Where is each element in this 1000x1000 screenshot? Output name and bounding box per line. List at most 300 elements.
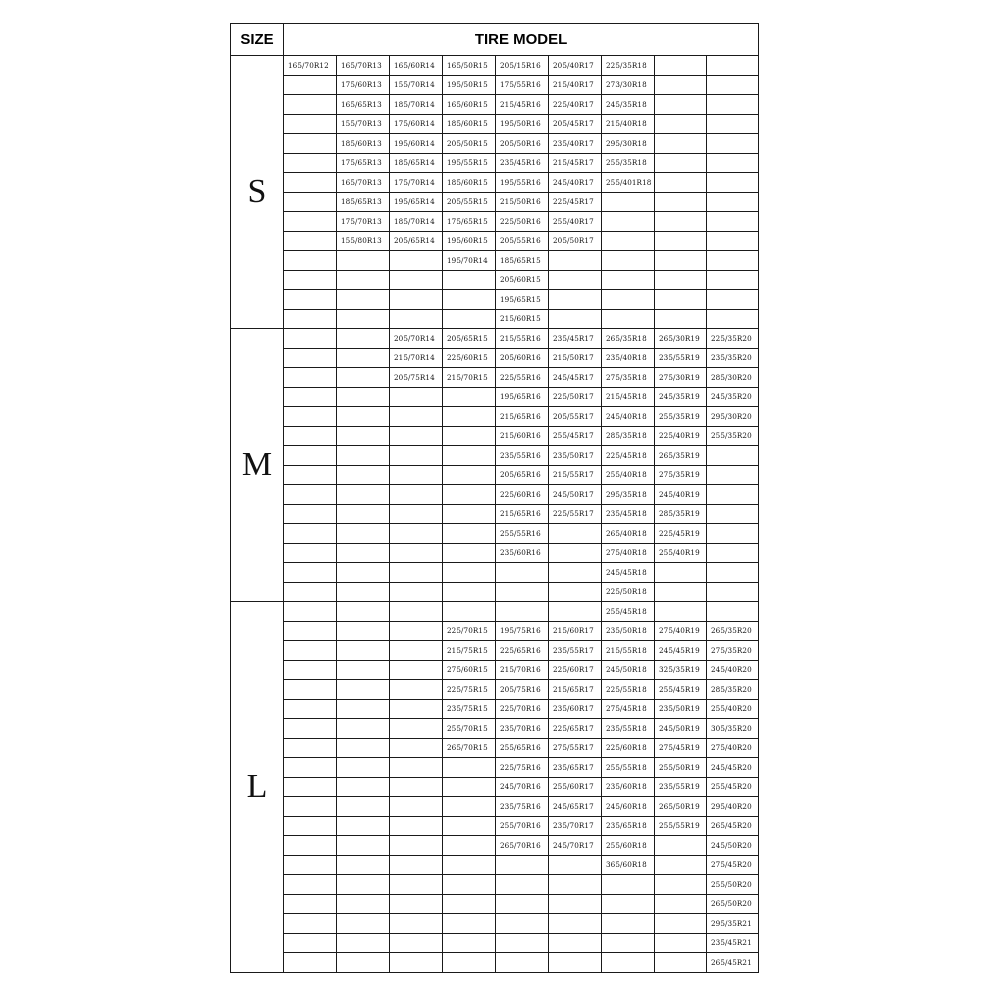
tire-model-cell: 205/65R16 <box>496 465 549 485</box>
tire-model-cell <box>549 543 602 563</box>
tire-model-cell <box>337 309 390 329</box>
table-row <box>231 797 759 817</box>
tire-model-cell <box>602 914 655 934</box>
table-row <box>231 75 759 95</box>
tire-model-cell <box>284 114 337 134</box>
tire-model-cell <box>337 933 390 953</box>
tire-model-cell <box>549 953 602 973</box>
tire-model-cell: 255/70R15 <box>443 719 496 739</box>
tire-model-cell <box>390 582 443 602</box>
tire-model-cell: 265/50R20 <box>707 894 759 914</box>
tire-model-cell: 235/75R16 <box>496 797 549 817</box>
tire-model-cell: 275/45R20 <box>707 855 759 875</box>
tire-model-cell <box>284 251 337 271</box>
tire-model-cell: 205/60R16 <box>496 348 549 368</box>
tire-model-cell <box>549 875 602 895</box>
tire-model-cell: 235/40R18 <box>602 348 655 368</box>
tire-model-cell <box>443 758 496 778</box>
tire-model-cell <box>284 758 337 778</box>
header-row <box>231 24 759 56</box>
tire-model-cell: 175/55R16 <box>496 75 549 95</box>
tire-model-cell <box>655 914 707 934</box>
tire-model-cell: 225/60R15 <box>443 348 496 368</box>
tire-model-cell <box>337 797 390 817</box>
tire-model-cell <box>549 894 602 914</box>
tire-model-cell: 245/70R16 <box>496 777 549 797</box>
tire-model-cell <box>549 290 602 310</box>
tire-model-cell <box>707 543 759 563</box>
table-row <box>231 914 759 934</box>
tire-model-cell <box>337 836 390 856</box>
tire-model-cell <box>284 914 337 934</box>
tire-model-cell <box>284 290 337 310</box>
tire-model-cell: 225/35R20 <box>707 329 759 349</box>
tire-model-cell: 185/65R14 <box>390 153 443 173</box>
tire-model-cell: 195/65R15 <box>496 290 549 310</box>
tire-model-cell: 195/60R15 <box>443 231 496 251</box>
tire-model-cell: 275/55R17 <box>549 738 602 758</box>
tire-model-cell: 225/45R19 <box>655 524 707 544</box>
tire-model-cell: 225/60R16 <box>496 485 549 505</box>
tire-model-cell <box>655 933 707 953</box>
tire-model-cell: 155/70R13 <box>337 114 390 134</box>
tire-model-cell: 225/45R18 <box>602 446 655 466</box>
tire-model-cell: 195/60R14 <box>390 134 443 154</box>
tire-model-cell <box>284 192 337 212</box>
tire-model-cell: 235/55R19 <box>655 348 707 368</box>
table-row <box>231 387 759 407</box>
tire-model-cell <box>655 836 707 856</box>
tire-model-cell <box>390 465 443 485</box>
tire-model-cell: 255/55R18 <box>602 758 655 778</box>
tire-model-cell <box>284 875 337 895</box>
tire-model-cell <box>337 270 390 290</box>
tire-model-cell <box>655 602 707 622</box>
tire-model-cell <box>337 758 390 778</box>
tire-model-cell <box>707 309 759 329</box>
tire-model-cell: 255/60R17 <box>549 777 602 797</box>
tire-model-cell <box>337 641 390 661</box>
tire-model-cell <box>390 738 443 758</box>
tire-model-cell <box>284 348 337 368</box>
tire-model-cell <box>549 251 602 271</box>
tire-model-cell: 215/40R18 <box>602 114 655 134</box>
tire-model-cell <box>655 270 707 290</box>
tire-model-cell <box>707 114 759 134</box>
tire-model-cell: 235/50R17 <box>549 446 602 466</box>
tire-model-cell <box>443 387 496 407</box>
tire-model-cell <box>337 680 390 700</box>
tire-model-cell <box>284 680 337 700</box>
tire-model-cell: 235/55R17 <box>549 641 602 661</box>
tire-model-cell: 265/35R19 <box>655 446 707 466</box>
tire-model-cell: 235/45R21 <box>707 933 759 953</box>
size-label-s: S <box>231 56 284 329</box>
tire-model-cell: 255/50R19 <box>655 758 707 778</box>
table-body <box>231 56 759 973</box>
tire-model-cell: 235/70R17 <box>549 816 602 836</box>
tire-model-cell: 295/30R18 <box>602 134 655 154</box>
tire-model-cell: 225/70R15 <box>443 621 496 641</box>
tire-model-cell <box>284 953 337 973</box>
tire-model-cell <box>443 582 496 602</box>
tire-model-cell: 225/50R17 <box>549 387 602 407</box>
tire-model-cell <box>337 543 390 563</box>
tire-model-cell: 215/45R16 <box>496 95 549 115</box>
tire-model-cell <box>337 251 390 271</box>
tire-model-cell <box>549 602 602 622</box>
tire-model-cell <box>443 894 496 914</box>
table-row <box>231 699 759 719</box>
tire-model-cell: 255/40R17 <box>549 212 602 232</box>
tire-model-cell <box>707 95 759 115</box>
tire-model-cell <box>707 290 759 310</box>
tire-model-cell <box>337 582 390 602</box>
table-row <box>231 836 759 856</box>
tire-model-cell: 215/65R16 <box>496 407 549 427</box>
tire-model-cell <box>284 368 337 388</box>
tire-model-cell <box>284 738 337 758</box>
tire-model-cell <box>284 75 337 95</box>
tire-model-cell: 245/45R19 <box>655 641 707 661</box>
tire-model-cell: 165/60R15 <box>443 95 496 115</box>
tire-model-cell <box>284 465 337 485</box>
tire-model-cell <box>655 212 707 232</box>
tire-model-cell: 275/40R20 <box>707 738 759 758</box>
tire-model-cell: 235/60R18 <box>602 777 655 797</box>
table-row <box>231 602 759 622</box>
table-row <box>231 329 759 349</box>
tire-model-cell: 275/40R18 <box>602 543 655 563</box>
tire-model-cell: 215/70R15 <box>443 368 496 388</box>
table-row <box>231 777 759 797</box>
tire-model-cell: 195/65R16 <box>496 387 549 407</box>
tire-model-cell <box>284 153 337 173</box>
tire-model-cell: 235/70R16 <box>496 719 549 739</box>
tire-model-cell: 255/40R20 <box>707 699 759 719</box>
tire-model-cell: 165/70R13 <box>337 173 390 193</box>
tire-model-cell <box>443 563 496 583</box>
tire-model-cell <box>655 251 707 271</box>
tire-model-cell <box>443 875 496 895</box>
tire-model-cell: 225/60R18 <box>602 738 655 758</box>
tire-model-cell: 215/55R16 <box>496 329 549 349</box>
tire-model-cell <box>337 407 390 427</box>
tire-model-cell <box>443 485 496 505</box>
tire-model-cell <box>390 446 443 466</box>
tire-model-cell <box>496 875 549 895</box>
tire-model-cell: 155/70R14 <box>390 75 443 95</box>
table-row <box>231 56 759 76</box>
tire-model-cell <box>390 641 443 661</box>
tire-model-cell <box>284 309 337 329</box>
tire-model-cell <box>443 465 496 485</box>
tire-model-cell <box>390 953 443 973</box>
tire-model-cell <box>496 602 549 622</box>
table-row <box>231 504 759 524</box>
tire-model-cell <box>390 816 443 836</box>
tire-model-cell <box>337 368 390 388</box>
tire-model-cell: 255/40R19 <box>655 543 707 563</box>
tire-model-cell <box>337 387 390 407</box>
tire-model-cell: 245/60R18 <box>602 797 655 817</box>
tire-model-cell: 225/60R17 <box>549 660 602 680</box>
tire-model-cell: 165/70R13 <box>337 56 390 76</box>
tire-model-cell <box>284 933 337 953</box>
tire-model-cell <box>337 699 390 719</box>
table-row <box>231 855 759 875</box>
tire-model-cell: 265/45R20 <box>707 816 759 836</box>
tire-model-cell <box>707 75 759 95</box>
tire-model-cell <box>655 582 707 602</box>
tire-model-cell: 165/50R15 <box>443 56 496 76</box>
tire-model-cell <box>284 543 337 563</box>
tire-model-cell <box>443 309 496 329</box>
tire-model-cell <box>443 953 496 973</box>
tire-model-cell <box>707 524 759 544</box>
tire-model-cell <box>549 933 602 953</box>
tire-model-cell: 195/70R14 <box>443 251 496 271</box>
tire-model-cell <box>284 660 337 680</box>
tire-model-cell <box>443 602 496 622</box>
tire-model-cell: 285/30R20 <box>707 368 759 388</box>
tire-model-cell: 235/35R20 <box>707 348 759 368</box>
tire-model-cell <box>443 914 496 934</box>
tire-model-cell <box>284 485 337 505</box>
tire-model-cell <box>655 231 707 251</box>
table-row <box>231 270 759 290</box>
tire-model-cell: 185/60R13 <box>337 134 390 154</box>
tire-model-cell: 215/45R17 <box>549 153 602 173</box>
tire-model-cell: 295/35R18 <box>602 485 655 505</box>
tire-model-cell <box>284 524 337 544</box>
tire-model-cell: 285/35R18 <box>602 426 655 446</box>
table-row <box>231 680 759 700</box>
tire-model-cell: 235/45R16 <box>496 153 549 173</box>
tire-model-cell <box>390 524 443 544</box>
tire-model-cell <box>337 329 390 349</box>
table-row <box>231 524 759 544</box>
tire-model-cell <box>337 875 390 895</box>
tire-model-cell: 255/60R18 <box>602 836 655 856</box>
tire-model-cell <box>655 114 707 134</box>
tire-model-cell: 255/45R20 <box>707 777 759 797</box>
tire-model-cell: 255/65R16 <box>496 738 549 758</box>
tire-model-cell <box>337 348 390 368</box>
tire-model-cell: 235/55R19 <box>655 777 707 797</box>
tire-model-cell: 245/40R20 <box>707 660 759 680</box>
tire-model-cell <box>390 407 443 427</box>
tire-model-cell <box>284 719 337 739</box>
tire-model-cell: 235/75R15 <box>443 699 496 719</box>
table-row <box>231 563 759 583</box>
tire-model-cell <box>390 426 443 446</box>
tire-model-cell <box>707 231 759 251</box>
table-row <box>231 407 759 427</box>
tire-model-cell: 245/70R17 <box>549 836 602 856</box>
tire-model-cell: 205/55R15 <box>443 192 496 212</box>
tire-model-cell: 265/45R21 <box>707 953 759 973</box>
tire-model-cell <box>655 56 707 76</box>
tire-model-cell <box>390 270 443 290</box>
tire-model-cell <box>337 485 390 505</box>
tire-model-cell <box>284 816 337 836</box>
tire-model-cell <box>390 680 443 700</box>
table-row <box>231 621 759 641</box>
tire-model-cell <box>337 914 390 934</box>
tire-model-cell: 175/60R13 <box>337 75 390 95</box>
tire-model-cell <box>602 290 655 310</box>
tire-model-cell <box>337 426 390 446</box>
tire-model-cell <box>337 738 390 758</box>
tire-model-cell <box>337 465 390 485</box>
tire-model-cell <box>337 621 390 641</box>
tire-model-cell: 215/60R17 <box>549 621 602 641</box>
tire-model-cell: 235/40R17 <box>549 134 602 154</box>
size-column-header: SIZE <box>231 24 284 56</box>
tire-model-cell <box>602 933 655 953</box>
tire-model-cell: 235/65R17 <box>549 758 602 778</box>
tire-model-cell <box>390 699 443 719</box>
tire-model-cell: 255/70R16 <box>496 816 549 836</box>
tire-model-cell: 295/30R20 <box>707 407 759 427</box>
tire-model-cell: 205/50R16 <box>496 134 549 154</box>
tire-model-cell <box>443 407 496 427</box>
tire-model-cell <box>337 563 390 583</box>
tire-model-cell: 225/50R18 <box>602 582 655 602</box>
tire-model-cell <box>496 894 549 914</box>
tire-model-cell: 215/70R14 <box>390 348 443 368</box>
tire-model-cell: 275/40R19 <box>655 621 707 641</box>
tire-model-cell <box>496 933 549 953</box>
tire-model-cell: 215/40R17 <box>549 75 602 95</box>
table-row <box>231 290 759 310</box>
tire-model-cell <box>655 75 707 95</box>
tire-model-cell <box>284 446 337 466</box>
tire-model-cell: 235/50R19 <box>655 699 707 719</box>
tire-model-cell: 245/45R20 <box>707 758 759 778</box>
tire-model-cell <box>655 153 707 173</box>
tire-model-cell: 275/45R18 <box>602 699 655 719</box>
tire-model-cell: 225/65R17 <box>549 719 602 739</box>
tire-model-cell: 215/65R16 <box>496 504 549 524</box>
tire-model-cell: 235/60R16 <box>496 543 549 563</box>
table-row <box>231 114 759 134</box>
tire-model-cell <box>602 192 655 212</box>
table-row <box>231 758 759 778</box>
tire-model-cell: 225/75R15 <box>443 680 496 700</box>
tire-model-cell <box>655 173 707 193</box>
tire-model-cell: 195/75R16 <box>496 621 549 641</box>
tire-model-cell <box>549 563 602 583</box>
tire-model-cell <box>284 836 337 856</box>
tire-model-cell: 215/45R18 <box>602 387 655 407</box>
tire-model-cell <box>337 504 390 524</box>
tire-model-cell <box>390 933 443 953</box>
tire-model-cell <box>549 914 602 934</box>
tire-model-cell <box>602 953 655 973</box>
table-row <box>231 641 759 661</box>
tire-model-cell: 185/65R13 <box>337 192 390 212</box>
tire-model-cell: 215/60R15 <box>496 309 549 329</box>
table-row <box>231 153 759 173</box>
tire-model-cell: 185/65R15 <box>496 251 549 271</box>
tire-model-cell: 215/50R16 <box>496 192 549 212</box>
table-row <box>231 348 759 368</box>
tire-model-cell <box>390 797 443 817</box>
tire-model-cell: 165/70R12 <box>284 56 337 76</box>
tire-model-cell: 255/35R20 <box>707 426 759 446</box>
tire-model-cell <box>284 855 337 875</box>
tire-model-cell: 195/50R15 <box>443 75 496 95</box>
tire-model-cell <box>496 563 549 583</box>
tire-model-cell: 245/40R18 <box>602 407 655 427</box>
tire-model-cell <box>390 543 443 563</box>
tire-model-cell: 235/45R17 <box>549 329 602 349</box>
tire-model-cell <box>337 894 390 914</box>
tire-model-cell: 245/45R17 <box>549 368 602 388</box>
tire-model-cell: 175/70R13 <box>337 212 390 232</box>
size-label-m: M <box>231 329 284 602</box>
tire-model-cell: 155/80R13 <box>337 231 390 251</box>
tire-model-cell <box>390 914 443 934</box>
tire-model-cell <box>284 563 337 583</box>
tire-model-cell: 255/55R19 <box>655 816 707 836</box>
tire-model-cell <box>602 231 655 251</box>
tire-model-cell: 225/75R16 <box>496 758 549 778</box>
tire-model-cell <box>337 953 390 973</box>
tire-model-cell: 205/60R15 <box>496 270 549 290</box>
tire-model-cell <box>443 777 496 797</box>
tire-model-cell <box>655 134 707 154</box>
tire-model-cell <box>602 212 655 232</box>
tire-model-cell: 285/35R19 <box>655 504 707 524</box>
tire-model-cell <box>602 270 655 290</box>
tire-model-cell <box>337 290 390 310</box>
tire-model-cell: 275/35R20 <box>707 641 759 661</box>
tire-model-cell <box>443 797 496 817</box>
tire-model-cell: 245/40R17 <box>549 173 602 193</box>
tire-model-cell: 275/30R19 <box>655 368 707 388</box>
tire-model-cell <box>549 582 602 602</box>
tire-model-cell: 235/55R18 <box>602 719 655 739</box>
tire-model-cell: 265/40R18 <box>602 524 655 544</box>
table-row <box>231 251 759 271</box>
tire-model-cell: 235/55R16 <box>496 446 549 466</box>
tire-model-cell: 215/60R16 <box>496 426 549 446</box>
tire-model-cell <box>443 543 496 563</box>
tire-model-cell: 185/60R15 <box>443 114 496 134</box>
tire-model-cell: 305/35R20 <box>707 719 759 739</box>
tire-model-cell <box>337 719 390 739</box>
tire-model-cell: 275/45R19 <box>655 738 707 758</box>
tire-model-cell: 365/60R18 <box>602 855 655 875</box>
tire-model-cell <box>284 777 337 797</box>
tire-model-cell: 255/50R20 <box>707 875 759 895</box>
tire-model-cell: 273/30R18 <box>602 75 655 95</box>
tire-model-cell <box>390 777 443 797</box>
tire-model-cell <box>284 212 337 232</box>
tire-model-cell <box>443 524 496 544</box>
tire-model-cell: 175/65R15 <box>443 212 496 232</box>
tire-model-cell: 185/70R14 <box>390 212 443 232</box>
tire-model-cell: 215/75R15 <box>443 641 496 661</box>
tire-model-cell <box>284 329 337 349</box>
tire-model-cell: 205/15R16 <box>496 56 549 76</box>
tire-model-cell <box>337 524 390 544</box>
table-row <box>231 543 759 563</box>
tire-model-cell: 205/65R15 <box>443 329 496 349</box>
